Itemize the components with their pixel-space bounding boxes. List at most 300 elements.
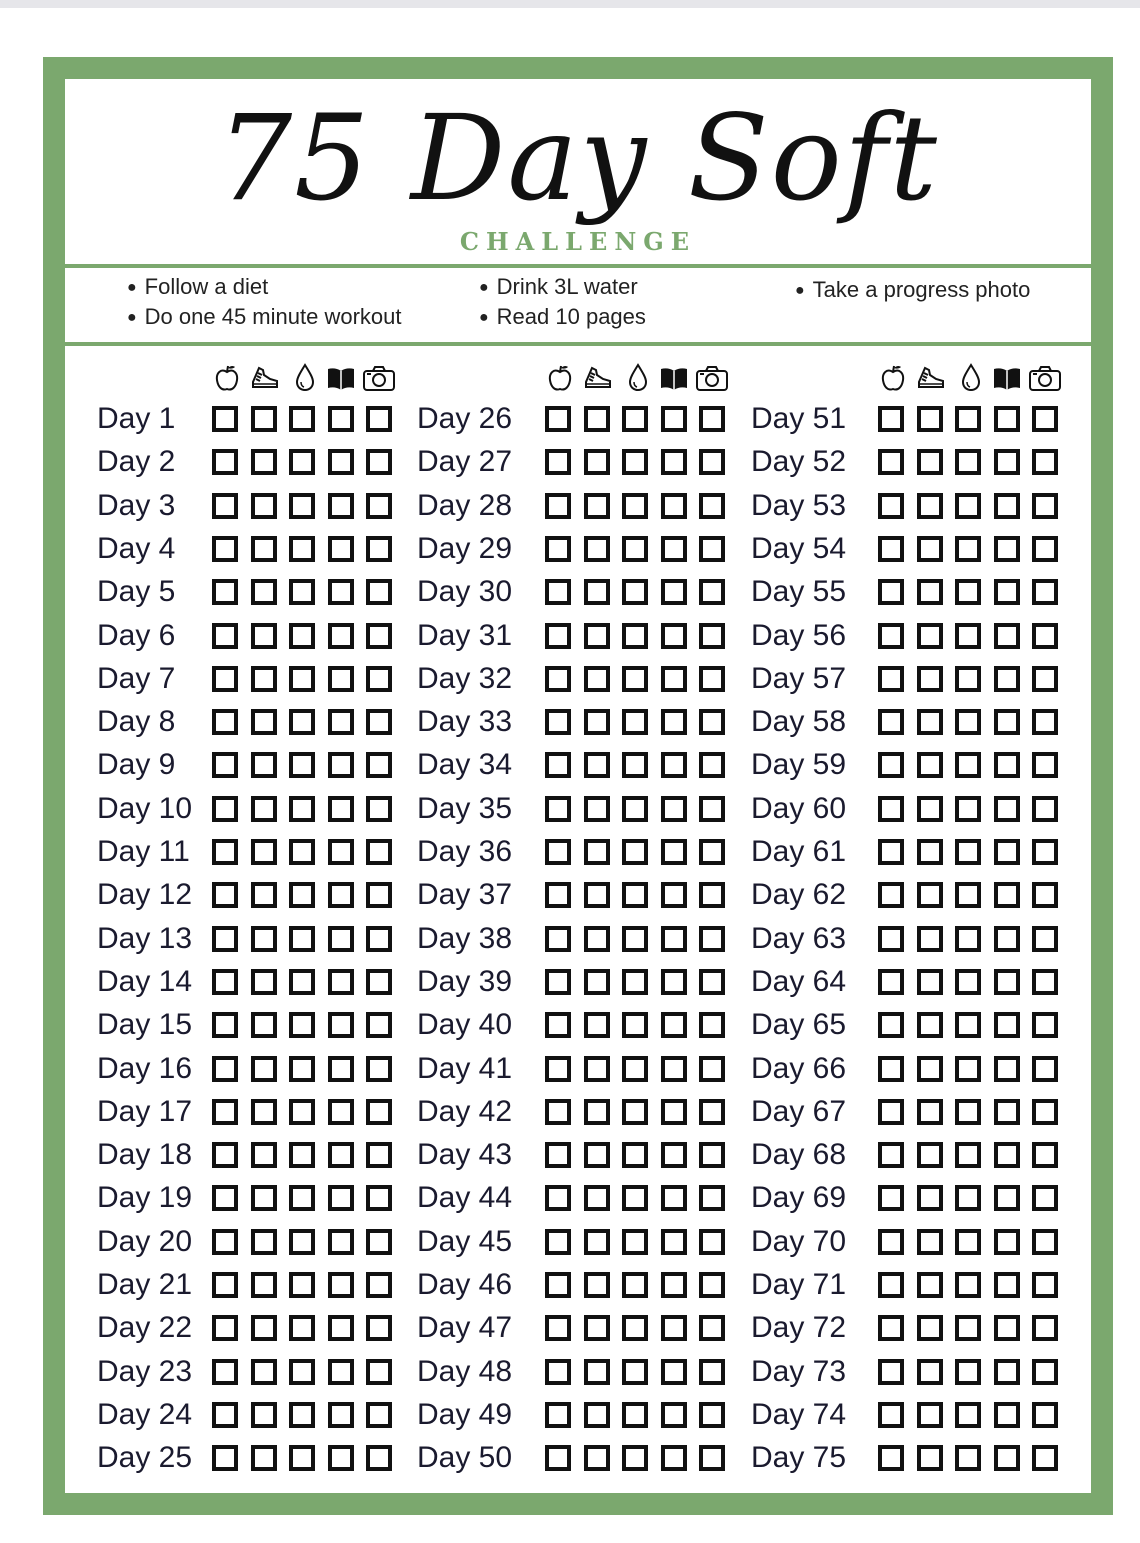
task-checkbox[interactable] xyxy=(212,1315,238,1341)
task-checkbox[interactable] xyxy=(212,1402,238,1428)
task-checkbox[interactable] xyxy=(212,623,238,649)
task-checkbox[interactable] xyxy=(917,536,943,562)
task-checkbox[interactable] xyxy=(289,1185,315,1211)
task-checkbox[interactable] xyxy=(699,536,725,562)
task-checkbox[interactable] xyxy=(917,579,943,605)
task-checkbox[interactable] xyxy=(212,449,238,475)
task-checkbox[interactable] xyxy=(545,623,571,649)
task-checkbox[interactable] xyxy=(661,839,687,865)
task-checkbox[interactable] xyxy=(1032,709,1058,735)
task-checkbox[interactable] xyxy=(366,1056,392,1082)
task-checkbox[interactable] xyxy=(622,536,648,562)
task-checkbox[interactable] xyxy=(251,666,277,692)
task-checkbox[interactable] xyxy=(994,796,1020,822)
task-checkbox[interactable] xyxy=(328,536,354,562)
task-checkbox[interactable] xyxy=(661,1185,687,1211)
task-checkbox[interactable] xyxy=(584,623,610,649)
task-checkbox[interactable] xyxy=(289,1315,315,1341)
task-checkbox[interactable] xyxy=(955,1099,981,1125)
task-checkbox[interactable] xyxy=(955,796,981,822)
task-checkbox[interactable] xyxy=(878,623,904,649)
task-checkbox[interactable] xyxy=(289,709,315,735)
task-checkbox[interactable] xyxy=(1032,1229,1058,1255)
task-checkbox[interactable] xyxy=(584,1229,610,1255)
task-checkbox[interactable] xyxy=(251,926,277,952)
task-checkbox[interactable] xyxy=(661,1445,687,1471)
task-checkbox[interactable] xyxy=(328,796,354,822)
task-checkbox[interactable] xyxy=(366,579,392,605)
task-checkbox[interactable] xyxy=(584,449,610,475)
task-checkbox[interactable] xyxy=(212,752,238,778)
task-checkbox[interactable] xyxy=(584,839,610,865)
task-checkbox[interactable] xyxy=(328,579,354,605)
task-checkbox[interactable] xyxy=(584,406,610,432)
task-checkbox[interactable] xyxy=(917,1229,943,1255)
task-checkbox[interactable] xyxy=(251,1445,277,1471)
task-checkbox[interactable] xyxy=(251,623,277,649)
task-checkbox[interactable] xyxy=(328,1229,354,1255)
task-checkbox[interactable] xyxy=(878,1272,904,1298)
task-checkbox[interactable] xyxy=(366,1272,392,1298)
task-checkbox[interactable] xyxy=(1032,882,1058,908)
task-checkbox[interactable] xyxy=(994,493,1020,519)
task-checkbox[interactable] xyxy=(917,1359,943,1385)
task-checkbox[interactable] xyxy=(661,1099,687,1125)
task-checkbox[interactable] xyxy=(328,1272,354,1298)
task-checkbox[interactable] xyxy=(366,1012,392,1038)
task-checkbox[interactable] xyxy=(584,926,610,952)
task-checkbox[interactable] xyxy=(955,969,981,995)
task-checkbox[interactable] xyxy=(328,1142,354,1168)
task-checkbox[interactable] xyxy=(366,1359,392,1385)
task-checkbox[interactable] xyxy=(699,709,725,735)
task-checkbox[interactable] xyxy=(545,969,571,995)
task-checkbox[interactable] xyxy=(328,1359,354,1385)
task-checkbox[interactable] xyxy=(622,1445,648,1471)
task-checkbox[interactable] xyxy=(622,1402,648,1428)
task-checkbox[interactable] xyxy=(584,1402,610,1428)
task-checkbox[interactable] xyxy=(1032,1012,1058,1038)
task-checkbox[interactable] xyxy=(1032,752,1058,778)
task-checkbox[interactable] xyxy=(289,1099,315,1125)
task-checkbox[interactable] xyxy=(366,1229,392,1255)
task-checkbox[interactable] xyxy=(622,666,648,692)
task-checkbox[interactable] xyxy=(955,1056,981,1082)
task-checkbox[interactable] xyxy=(955,623,981,649)
task-checkbox[interactable] xyxy=(289,1142,315,1168)
task-checkbox[interactable] xyxy=(584,796,610,822)
task-checkbox[interactable] xyxy=(251,839,277,865)
task-checkbox[interactable] xyxy=(994,1315,1020,1341)
task-checkbox[interactable] xyxy=(661,1359,687,1385)
task-checkbox[interactable] xyxy=(661,666,687,692)
task-checkbox[interactable] xyxy=(699,969,725,995)
task-checkbox[interactable] xyxy=(878,1142,904,1168)
task-checkbox[interactable] xyxy=(212,796,238,822)
task-checkbox[interactable] xyxy=(622,1056,648,1082)
task-checkbox[interactable] xyxy=(545,493,571,519)
task-checkbox[interactable] xyxy=(366,1142,392,1168)
task-checkbox[interactable] xyxy=(878,796,904,822)
task-checkbox[interactable] xyxy=(622,579,648,605)
task-checkbox[interactable] xyxy=(699,1359,725,1385)
task-checkbox[interactable] xyxy=(212,406,238,432)
task-checkbox[interactable] xyxy=(545,1142,571,1168)
task-checkbox[interactable] xyxy=(661,623,687,649)
task-checkbox[interactable] xyxy=(699,1445,725,1471)
task-checkbox[interactable] xyxy=(366,709,392,735)
task-checkbox[interactable] xyxy=(699,1402,725,1428)
task-checkbox[interactable] xyxy=(994,969,1020,995)
task-checkbox[interactable] xyxy=(661,882,687,908)
task-checkbox[interactable] xyxy=(212,882,238,908)
task-checkbox[interactable] xyxy=(699,1272,725,1298)
task-checkbox[interactable] xyxy=(994,1142,1020,1168)
task-checkbox[interactable] xyxy=(661,449,687,475)
task-checkbox[interactable] xyxy=(545,709,571,735)
task-checkbox[interactable] xyxy=(366,1402,392,1428)
task-checkbox[interactable] xyxy=(1032,579,1058,605)
task-checkbox[interactable] xyxy=(661,1012,687,1038)
task-checkbox[interactable] xyxy=(878,969,904,995)
task-checkbox[interactable] xyxy=(584,1099,610,1125)
task-checkbox[interactable] xyxy=(289,839,315,865)
task-checkbox[interactable] xyxy=(699,1012,725,1038)
task-checkbox[interactable] xyxy=(878,1315,904,1341)
task-checkbox[interactable] xyxy=(878,579,904,605)
task-checkbox[interactable] xyxy=(289,1359,315,1385)
task-checkbox[interactable] xyxy=(917,882,943,908)
task-checkbox[interactable] xyxy=(584,1185,610,1211)
task-checkbox[interactable] xyxy=(545,752,571,778)
task-checkbox[interactable] xyxy=(212,969,238,995)
task-checkbox[interactable] xyxy=(212,1142,238,1168)
task-checkbox[interactable] xyxy=(289,493,315,519)
task-checkbox[interactable] xyxy=(251,1185,277,1211)
task-checkbox[interactable] xyxy=(699,1315,725,1341)
task-checkbox[interactable] xyxy=(917,1272,943,1298)
task-checkbox[interactable] xyxy=(289,1012,315,1038)
task-checkbox[interactable] xyxy=(661,1315,687,1341)
task-checkbox[interactable] xyxy=(661,493,687,519)
task-checkbox[interactable] xyxy=(1032,1056,1058,1082)
task-checkbox[interactable] xyxy=(955,709,981,735)
task-checkbox[interactable] xyxy=(251,709,277,735)
task-checkbox[interactable] xyxy=(328,969,354,995)
task-checkbox[interactable] xyxy=(251,1359,277,1385)
task-checkbox[interactable] xyxy=(289,1402,315,1428)
task-checkbox[interactable] xyxy=(1032,1272,1058,1298)
task-checkbox[interactable] xyxy=(366,926,392,952)
task-checkbox[interactable] xyxy=(545,1272,571,1298)
task-checkbox[interactable] xyxy=(622,709,648,735)
task-checkbox[interactable] xyxy=(328,839,354,865)
task-checkbox[interactable] xyxy=(545,1315,571,1341)
task-checkbox[interactable] xyxy=(212,1272,238,1298)
task-checkbox[interactable] xyxy=(699,1229,725,1255)
task-checkbox[interactable] xyxy=(251,1099,277,1125)
task-checkbox[interactable] xyxy=(289,796,315,822)
task-checkbox[interactable] xyxy=(661,536,687,562)
task-checkbox[interactable] xyxy=(994,882,1020,908)
task-checkbox[interactable] xyxy=(366,666,392,692)
task-checkbox[interactable] xyxy=(878,406,904,432)
task-checkbox[interactable] xyxy=(699,1056,725,1082)
task-checkbox[interactable] xyxy=(955,493,981,519)
task-checkbox[interactable] xyxy=(251,449,277,475)
task-checkbox[interactable] xyxy=(328,752,354,778)
task-checkbox[interactable] xyxy=(994,449,1020,475)
task-checkbox[interactable] xyxy=(289,926,315,952)
task-checkbox[interactable] xyxy=(545,1402,571,1428)
task-checkbox[interactable] xyxy=(584,1272,610,1298)
task-checkbox[interactable] xyxy=(584,752,610,778)
task-checkbox[interactable] xyxy=(584,1359,610,1385)
task-checkbox[interactable] xyxy=(545,1359,571,1385)
task-checkbox[interactable] xyxy=(251,493,277,519)
task-checkbox[interactable] xyxy=(878,1056,904,1082)
task-checkbox[interactable] xyxy=(251,1056,277,1082)
task-checkbox[interactable] xyxy=(328,1012,354,1038)
task-checkbox[interactable] xyxy=(584,536,610,562)
task-checkbox[interactable] xyxy=(917,1185,943,1211)
task-checkbox[interactable] xyxy=(251,1402,277,1428)
task-checkbox[interactable] xyxy=(661,406,687,432)
task-checkbox[interactable] xyxy=(878,1359,904,1385)
task-checkbox[interactable] xyxy=(328,1315,354,1341)
task-checkbox[interactable] xyxy=(878,536,904,562)
task-checkbox[interactable] xyxy=(289,752,315,778)
task-checkbox[interactable] xyxy=(622,882,648,908)
task-checkbox[interactable] xyxy=(212,579,238,605)
task-checkbox[interactable] xyxy=(289,1056,315,1082)
task-checkbox[interactable] xyxy=(1032,796,1058,822)
task-checkbox[interactable] xyxy=(584,969,610,995)
task-checkbox[interactable] xyxy=(994,1402,1020,1428)
task-checkbox[interactable] xyxy=(212,536,238,562)
task-checkbox[interactable] xyxy=(366,796,392,822)
task-checkbox[interactable] xyxy=(545,1445,571,1471)
task-checkbox[interactable] xyxy=(917,1012,943,1038)
task-checkbox[interactable] xyxy=(917,752,943,778)
task-checkbox[interactable] xyxy=(622,926,648,952)
task-checkbox[interactable] xyxy=(584,666,610,692)
task-checkbox[interactable] xyxy=(917,1099,943,1125)
task-checkbox[interactable] xyxy=(328,623,354,649)
task-checkbox[interactable] xyxy=(212,1445,238,1471)
task-checkbox[interactable] xyxy=(584,1315,610,1341)
task-checkbox[interactable] xyxy=(622,1099,648,1125)
task-checkbox[interactable] xyxy=(878,709,904,735)
task-checkbox[interactable] xyxy=(212,839,238,865)
task-checkbox[interactable] xyxy=(251,752,277,778)
task-checkbox[interactable] xyxy=(917,1315,943,1341)
task-checkbox[interactable] xyxy=(584,493,610,519)
task-checkbox[interactable] xyxy=(251,1315,277,1341)
task-checkbox[interactable] xyxy=(1032,449,1058,475)
task-checkbox[interactable] xyxy=(328,1056,354,1082)
task-checkbox[interactable] xyxy=(366,1099,392,1125)
task-checkbox[interactable] xyxy=(545,1056,571,1082)
task-checkbox[interactable] xyxy=(545,1229,571,1255)
task-checkbox[interactable] xyxy=(955,1229,981,1255)
task-checkbox[interactable] xyxy=(994,1056,1020,1082)
task-checkbox[interactable] xyxy=(917,406,943,432)
task-checkbox[interactable] xyxy=(289,536,315,562)
task-checkbox[interactable] xyxy=(878,1445,904,1471)
task-checkbox[interactable] xyxy=(994,623,1020,649)
task-checkbox[interactable] xyxy=(994,1445,1020,1471)
task-checkbox[interactable] xyxy=(699,1099,725,1125)
task-checkbox[interactable] xyxy=(212,926,238,952)
task-checkbox[interactable] xyxy=(622,449,648,475)
task-checkbox[interactable] xyxy=(917,839,943,865)
task-checkbox[interactable] xyxy=(622,1229,648,1255)
task-checkbox[interactable] xyxy=(366,882,392,908)
task-checkbox[interactable] xyxy=(955,1315,981,1341)
task-checkbox[interactable] xyxy=(994,536,1020,562)
task-checkbox[interactable] xyxy=(917,709,943,735)
task-checkbox[interactable] xyxy=(955,406,981,432)
task-checkbox[interactable] xyxy=(328,493,354,519)
task-checkbox[interactable] xyxy=(661,1229,687,1255)
task-checkbox[interactable] xyxy=(289,449,315,475)
task-checkbox[interactable] xyxy=(661,709,687,735)
task-checkbox[interactable] xyxy=(328,449,354,475)
task-checkbox[interactable] xyxy=(622,1012,648,1038)
task-checkbox[interactable] xyxy=(661,926,687,952)
task-checkbox[interactable] xyxy=(878,1012,904,1038)
task-checkbox[interactable] xyxy=(366,969,392,995)
task-checkbox[interactable] xyxy=(212,1012,238,1038)
task-checkbox[interactable] xyxy=(955,1185,981,1211)
task-checkbox[interactable] xyxy=(955,1359,981,1385)
task-checkbox[interactable] xyxy=(878,449,904,475)
task-checkbox[interactable] xyxy=(878,1185,904,1211)
task-checkbox[interactable] xyxy=(212,1359,238,1385)
task-checkbox[interactable] xyxy=(699,1185,725,1211)
task-checkbox[interactable] xyxy=(212,709,238,735)
task-checkbox[interactable] xyxy=(251,796,277,822)
task-checkbox[interactable] xyxy=(1032,406,1058,432)
task-checkbox[interactable] xyxy=(1032,623,1058,649)
task-checkbox[interactable] xyxy=(955,1012,981,1038)
task-checkbox[interactable] xyxy=(878,752,904,778)
task-checkbox[interactable] xyxy=(328,1099,354,1125)
task-checkbox[interactable] xyxy=(878,666,904,692)
task-checkbox[interactable] xyxy=(545,839,571,865)
task-checkbox[interactable] xyxy=(584,882,610,908)
task-checkbox[interactable] xyxy=(366,1185,392,1211)
task-checkbox[interactable] xyxy=(545,882,571,908)
task-checkbox[interactable] xyxy=(251,406,277,432)
task-checkbox[interactable] xyxy=(917,1142,943,1168)
task-checkbox[interactable] xyxy=(289,1229,315,1255)
task-checkbox[interactable] xyxy=(212,1229,238,1255)
task-checkbox[interactable] xyxy=(878,493,904,519)
task-checkbox[interactable] xyxy=(622,1142,648,1168)
task-checkbox[interactable] xyxy=(545,926,571,952)
task-checkbox[interactable] xyxy=(584,579,610,605)
task-checkbox[interactable] xyxy=(289,579,315,605)
task-checkbox[interactable] xyxy=(878,1402,904,1428)
task-checkbox[interactable] xyxy=(545,796,571,822)
task-checkbox[interactable] xyxy=(622,1185,648,1211)
task-checkbox[interactable] xyxy=(699,752,725,778)
task-checkbox[interactable] xyxy=(1032,1315,1058,1341)
task-checkbox[interactable] xyxy=(994,1185,1020,1211)
task-checkbox[interactable] xyxy=(545,449,571,475)
task-checkbox[interactable] xyxy=(212,666,238,692)
task-checkbox[interactable] xyxy=(917,926,943,952)
task-checkbox[interactable] xyxy=(366,752,392,778)
task-checkbox[interactable] xyxy=(366,1445,392,1471)
task-checkbox[interactable] xyxy=(251,1142,277,1168)
task-checkbox[interactable] xyxy=(699,623,725,649)
task-checkbox[interactable] xyxy=(289,1272,315,1298)
task-checkbox[interactable] xyxy=(289,666,315,692)
task-checkbox[interactable] xyxy=(622,969,648,995)
task-checkbox[interactable] xyxy=(251,882,277,908)
task-checkbox[interactable] xyxy=(955,666,981,692)
task-checkbox[interactable] xyxy=(955,1272,981,1298)
task-checkbox[interactable] xyxy=(328,1185,354,1211)
task-checkbox[interactable] xyxy=(622,623,648,649)
task-checkbox[interactable] xyxy=(366,449,392,475)
task-checkbox[interactable] xyxy=(994,752,1020,778)
task-checkbox[interactable] xyxy=(545,536,571,562)
task-checkbox[interactable] xyxy=(584,1142,610,1168)
task-checkbox[interactable] xyxy=(545,406,571,432)
task-checkbox[interactable] xyxy=(661,1402,687,1428)
task-checkbox[interactable] xyxy=(545,1012,571,1038)
task-checkbox[interactable] xyxy=(366,406,392,432)
task-checkbox[interactable] xyxy=(699,406,725,432)
task-checkbox[interactable] xyxy=(955,882,981,908)
task-checkbox[interactable] xyxy=(622,1359,648,1385)
task-checkbox[interactable] xyxy=(994,1272,1020,1298)
task-checkbox[interactable] xyxy=(878,1099,904,1125)
task-checkbox[interactable] xyxy=(917,1056,943,1082)
task-checkbox[interactable] xyxy=(251,1012,277,1038)
task-checkbox[interactable] xyxy=(366,623,392,649)
task-checkbox[interactable] xyxy=(1032,666,1058,692)
task-checkbox[interactable] xyxy=(251,536,277,562)
task-checkbox[interactable] xyxy=(1032,1185,1058,1211)
task-checkbox[interactable] xyxy=(289,882,315,908)
task-checkbox[interactable] xyxy=(328,1402,354,1428)
task-checkbox[interactable] xyxy=(328,926,354,952)
task-checkbox[interactable] xyxy=(955,579,981,605)
task-checkbox[interactable] xyxy=(917,666,943,692)
task-checkbox[interactable] xyxy=(328,406,354,432)
task-checkbox[interactable] xyxy=(661,796,687,822)
task-checkbox[interactable] xyxy=(994,1359,1020,1385)
task-checkbox[interactable] xyxy=(366,839,392,865)
task-checkbox[interactable] xyxy=(955,926,981,952)
task-checkbox[interactable] xyxy=(251,1272,277,1298)
task-checkbox[interactable] xyxy=(994,839,1020,865)
task-checkbox[interactable] xyxy=(584,1012,610,1038)
task-checkbox[interactable] xyxy=(622,752,648,778)
task-checkbox[interactable] xyxy=(328,1445,354,1471)
task-checkbox[interactable] xyxy=(545,666,571,692)
task-checkbox[interactable] xyxy=(328,882,354,908)
task-checkbox[interactable] xyxy=(622,1315,648,1341)
task-checkbox[interactable] xyxy=(328,709,354,735)
task-checkbox[interactable] xyxy=(212,493,238,519)
task-checkbox[interactable] xyxy=(994,406,1020,432)
